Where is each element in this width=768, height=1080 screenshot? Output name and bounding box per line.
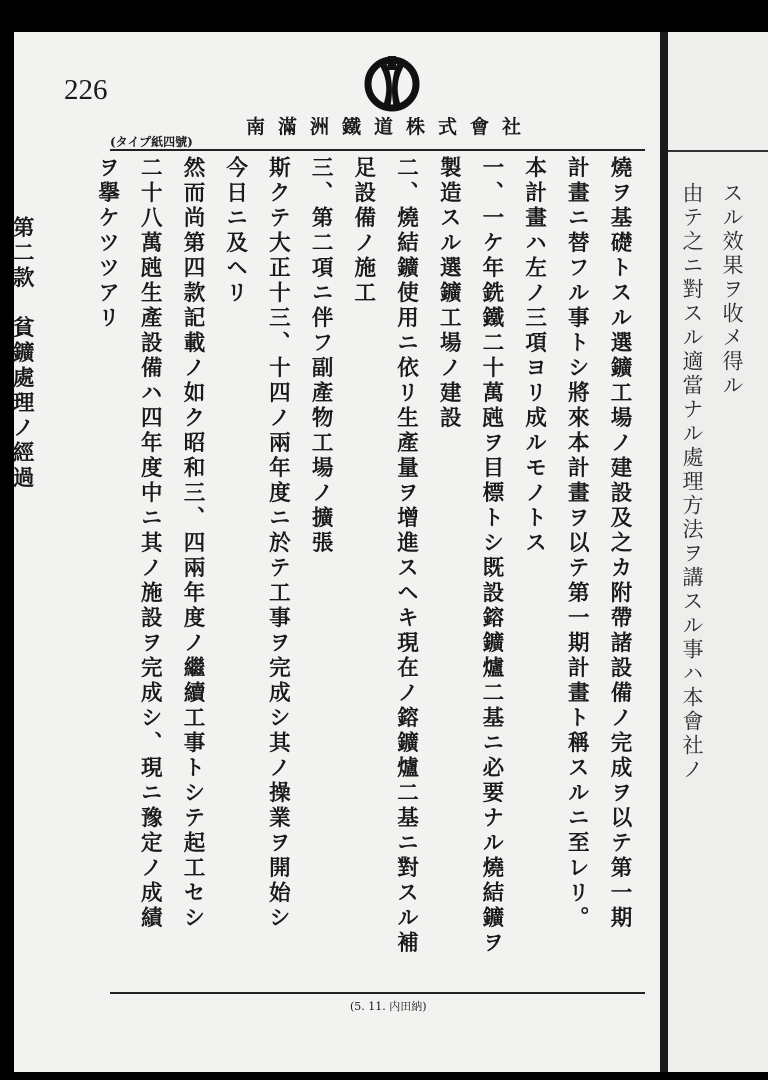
- adjacent-page-rule: [668, 150, 768, 152]
- print-footer: (5. 11. 内田納): [350, 1000, 427, 1013]
- body-line: 第二款 貧鑛處理ノ經過: [9, 216, 35, 491]
- adjacent-line: スル效果ヲ收メ得ル: [720, 182, 744, 398]
- header-rule: [110, 149, 645, 151]
- company-emblem-icon: [360, 54, 424, 112]
- body-text: [9, 156, 640, 986]
- body-line: 製造スル選鑛工場ノ建設: [436, 156, 462, 431]
- body-line: 燒ヲ基礎トスル選鑛工場ノ建設及之カ附帶諸設備ノ完成ヲ以テ第一期: [607, 156, 632, 931]
- body-line: 計畫ニ替フル事トシ將來本計畫ヲ以テ第一期計畫ト稱スルニ至レリ。: [564, 156, 590, 931]
- body-line: [42, 156, 85, 986]
- footer-rule: [110, 992, 645, 994]
- body-line: 斯クテ大正十三、十四ノ兩年度ニ於テ工事ヲ完成シ其ノ操業ヲ開始シ: [265, 156, 291, 931]
- adjacent-line: 由テ之ニ對スル適當ナル處理方法ヲ講スル事ハ本會社ノ: [680, 182, 704, 782]
- body-line: 然而尚第四款記載ノ如ク昭和三、四兩年度ノ繼續工事トシテ起工セシ: [179, 156, 205, 931]
- body-line: 三、第二項ニ伴フ副產物工場ノ擴張: [308, 156, 334, 556]
- body-line: 二、燒結鑛使用ニ依リ生產量ヲ增進スヘキ現在ノ鎔鑛爐二基ニ對スル補: [393, 156, 419, 956]
- body-line: ヲ擧ケツツアリ: [94, 156, 120, 331]
- body-line: 足設備ノ施工: [350, 156, 376, 306]
- type-paper-tag: (タイプ紙四號): [110, 135, 193, 149]
- page-number: 226: [64, 74, 108, 106]
- body-line: 今日ニ及ヘリ: [222, 156, 248, 306]
- adjacent-page-text: [672, 182, 752, 1002]
- company-header: 南滿洲鐵道株式會社: [246, 116, 535, 138]
- adjacent-page: [668, 32, 768, 1072]
- body-line: 二十八萬瓲生產設備ハ四年度中ニ其ノ施設ヲ完成シ、現ニ豫定ノ成績: [137, 156, 163, 931]
- body-line: 一、一ケ年銑鐵二十萬瓲ヲ目標トシ既設鎔鑛爐二基ニ必要ナル燒結鑛ヲ: [478, 156, 504, 956]
- body-line: 本計畫ハ左ノ三項ヨリ成ルモノトス: [521, 156, 547, 556]
